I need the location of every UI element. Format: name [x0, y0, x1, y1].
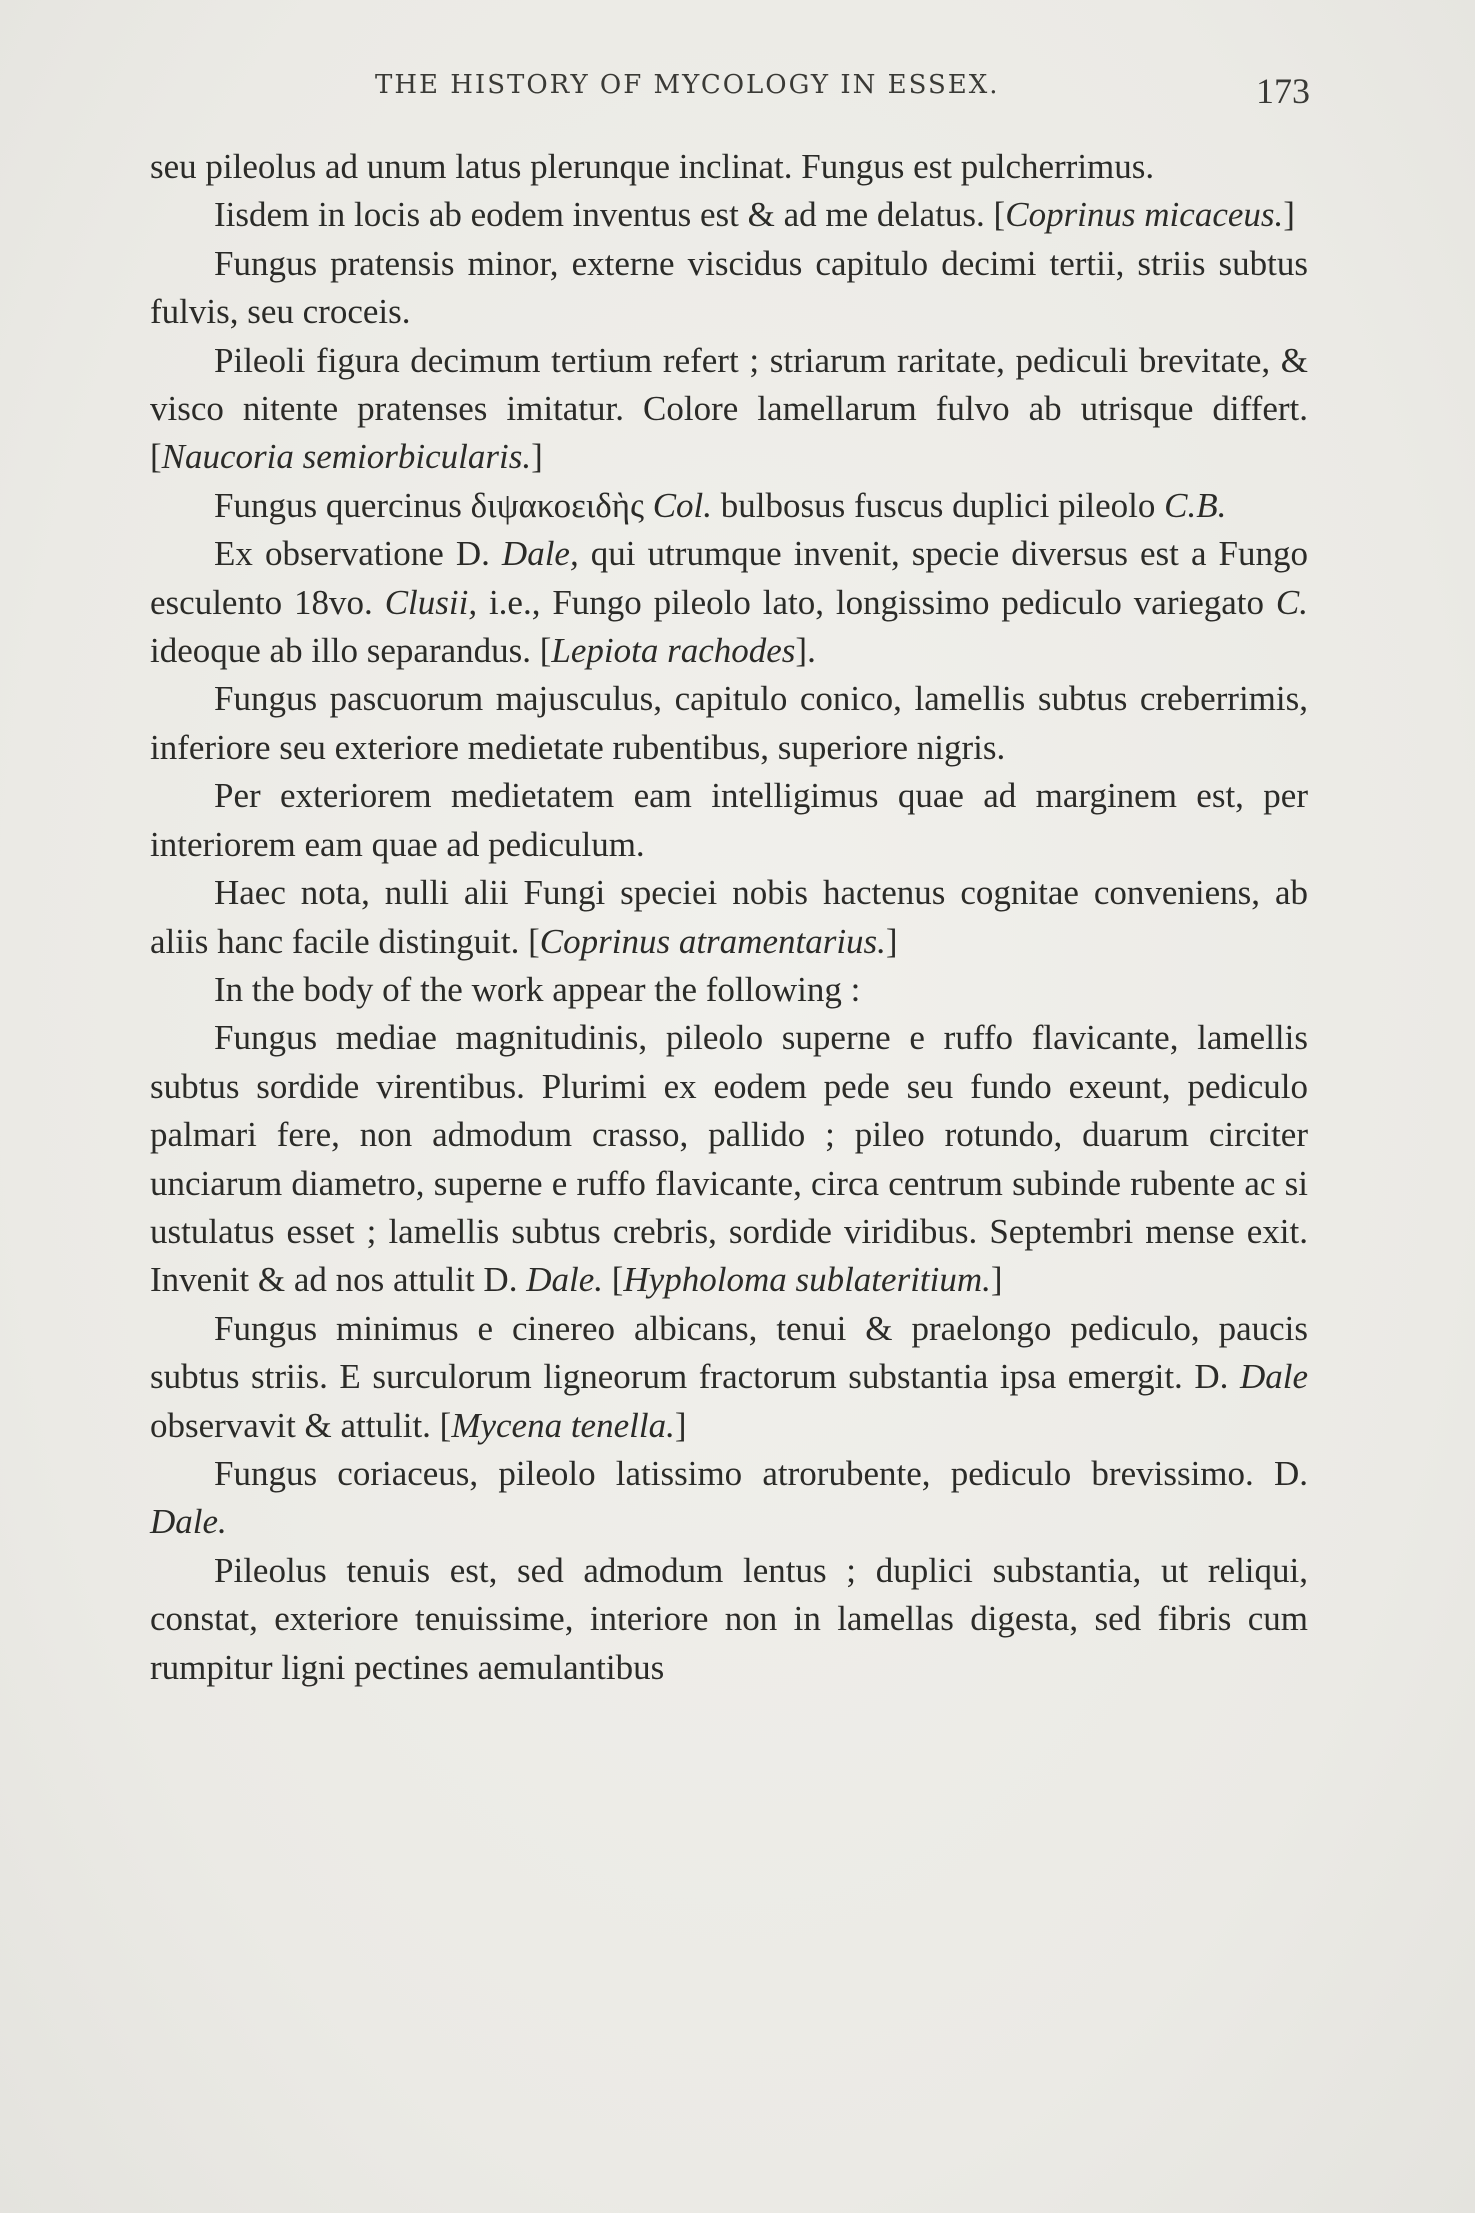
- text-run: bulbosus fuscus duplici pileolo: [712, 485, 1165, 525]
- paragraph: [150, 966, 1308, 1014]
- italic-text: C.: [1275, 582, 1308, 622]
- paragraph: [150, 772, 1308, 869]
- text-run: [: [603, 1260, 624, 1300]
- italic-text: Col.: [652, 485, 713, 525]
- italic-text: Lepiota rachodes: [551, 631, 796, 671]
- italic-text: Dale.: [526, 1260, 603, 1300]
- running-title: THE HISTORY OF MYCOLOGY IN ESSEX.: [375, 70, 1000, 100]
- paragraph: [150, 191, 1308, 239]
- italic-text: Hypholoma sublateritium.: [623, 1260, 991, 1300]
- text-run: In the body of the work appear the following :: [214, 969, 861, 1009]
- body-text: [150, 143, 1308, 1692]
- text-run: ].: [795, 631, 816, 671]
- text-run: Iisdem in locis ab eodem inventus est & ad me delatus. [: [214, 195, 1006, 235]
- italic-text: Dale,: [501, 534, 579, 574]
- italic-text: Coprinus atramentarius.: [539, 921, 886, 961]
- paragraph: [150, 1450, 1308, 1547]
- text-run: Per exteriorem medietatem eam intelligimus quae ad marginem est, per interiorem eam quae ad pediculum.: [150, 776, 1308, 864]
- paragraph: [150, 1305, 1308, 1450]
- italic-text: Mycena tenella.: [451, 1405, 675, 1445]
- page-number: 173: [1256, 71, 1310, 111]
- text-run: observavit & attulit. [: [150, 1405, 452, 1445]
- text-run: Fungus pascuorum majusculus, capitulo conico, lamellis subtus creberrimis, inferiore seu exteriore medietate rubentibus, superiore nigris.: [150, 679, 1308, 767]
- italic-text: C.B.: [1164, 485, 1227, 525]
- text-run: i.e., Fungo pileolo lato, longissimo pediculo variegato: [477, 582, 1276, 622]
- text-run: Fungus pratensis minor, externe viscidus capitulo decimi tertii, striis subtus fulvis, seu croceis.: [150, 243, 1308, 332]
- text-run: Fungus minimus e cinereo albicans, tenui & praelongo pediculo, paucis subtus striis. E surculorum ligneorum fractorum substantia ipsa emergit. D.: [150, 1308, 1308, 1397]
- paragraph: [150, 240, 1308, 337]
- text-run: ]: [1283, 195, 1295, 235]
- text-run: ]: [885, 921, 898, 961]
- text-run: ]: [674, 1405, 687, 1445]
- paragraph: [150, 1547, 1308, 1692]
- text-run: Haec nota, nulli alii Fungi speciei nobis hactenus cognitae conveniens, ab aliis hanc facile distinguit. [: [150, 873, 1308, 961]
- text-run: Ex observatione D.: [214, 534, 502, 574]
- text-run: Pileoli figura decimum tertium refert ; striarum raritate, pediculi brevitate, & visco nitente pratenses imitatur. Colore lamellarum fulvo ab utrisque differt. [: [150, 340, 1308, 477]
- paragraph: [150, 482, 1308, 530]
- text-run: Fungus quercinus διψακοειδὴς: [214, 485, 653, 525]
- running-head: [150, 70, 1310, 110]
- paragraph: [150, 1014, 1308, 1304]
- italic-text: Dale: [1239, 1357, 1308, 1397]
- paragraph: [150, 869, 1308, 966]
- text-run: ]: [531, 437, 543, 477]
- paragraph: [150, 337, 1308, 482]
- italic-text: Coprinus micaceus.: [1005, 195, 1284, 235]
- paragraph: [150, 675, 1308, 772]
- text-run: Fungus coriaceus, pileolo latissimo atrorubente, pediculo brevissimo. D.: [214, 1453, 1308, 1493]
- text-run: seu pileolus ad unum latus plerunque inclinat. Fungus est pulcherrimus.: [150, 147, 1155, 186]
- text-run: Pileolus tenuis est, sed admodum lentus ; duplici substantia, ut reliqui, constat, exteriore tenuissime, interiore non in lamellas digesta, sed fibris cum rumpitur ligni pectines aemulantibus: [150, 1550, 1308, 1687]
- italic-text: Clusii,: [384, 582, 478, 622]
- text-run: ideoque ab illo separandus. [: [150, 631, 552, 671]
- paragraph: [150, 143, 1308, 191]
- text-run: qui utrumque invenit, specie diversus est a Fungo esculento 18vo.: [150, 534, 1308, 622]
- text-run: Fungus mediae magnitudinis, pileolo superne e ruffo flavicante, lamellis subtus sordide virentibus. Plurimi ex eodem pede seu fundo exeunt, pediculo palmari fere, non admodum crasso, pallido ; pileo rotundo, duarum circiter unciarum diametro, superne e ruffo flavicante, circa centrum subinde rubente ac si ustulatus esset ; lamellis subtus crebris, sordide viridibus. Septembri mense exit. Invenit & ad nos attulit D.: [150, 1018, 1308, 1300]
- italic-text: Dale.: [150, 1502, 227, 1542]
- italic-text: Naucoria semiorbicularis.: [161, 437, 532, 477]
- paragraph: [150, 530, 1308, 675]
- text-run: ]: [990, 1260, 1003, 1300]
